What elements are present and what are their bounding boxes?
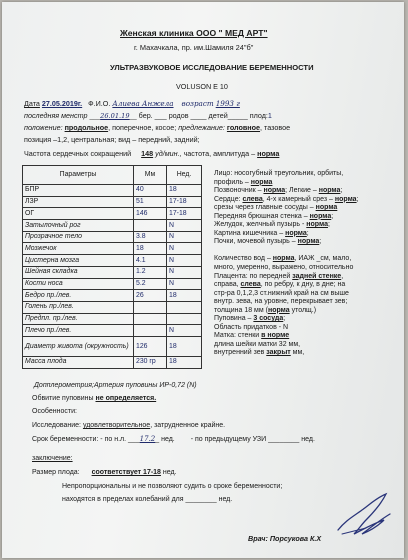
- anatomy-findings: [214, 170, 359, 358]
- param-mm: 146: [134, 208, 167, 220]
- cord-value: не определяется.: [95, 395, 157, 402]
- param-mm: 126: [134, 336, 167, 356]
- study-label: Исследование:: [32, 422, 81, 429]
- features-line: [32, 408, 77, 415]
- study-value: удовлетворительное: [82, 422, 151, 429]
- table-row: [23, 220, 202, 232]
- term-lmp-value: 17.2: [139, 435, 156, 443]
- children-label: детей: [208, 111, 228, 120]
- param-mm: 51: [134, 196, 167, 208]
- finding-line: Лицо: носогубный треугольник, орбиты,: [214, 170, 344, 177]
- param-weeks: N: [167, 255, 202, 267]
- finding-line: профиль – норма: [214, 178, 273, 186]
- finding-line: Матка: стенки в норме: [214, 332, 290, 340]
- doppler-line: Допплерометрия;Артерия пуповины ИР-0,72 (N): [34, 382, 197, 389]
- col-header-weeks: Нед.: [167, 166, 202, 185]
- finding-line: Пуповина – 3 сосуда;: [214, 315, 286, 323]
- position-line: [24, 123, 290, 132]
- table-row: [23, 356, 202, 368]
- position-value: продольное: [64, 123, 109, 132]
- finding-line: Картина кишечника – норма;: [214, 229, 309, 237]
- clinic-name: Женская клиника ООО " МЕД АРТ": [120, 28, 268, 38]
- param-name: ЛЗР: [23, 196, 134, 208]
- finding-line: Сердце: слева, 4-х камерный срез – норма;: [214, 195, 359, 203]
- fetus-size-line: [32, 469, 177, 476]
- presentation-label: предлежание:: [178, 123, 225, 132]
- term-lmp-unit: нед.: [161, 436, 175, 443]
- hr-rest: частота, амплитуда –: [183, 149, 256, 158]
- param-name: БПР: [23, 185, 134, 197]
- finding-line: толщина 18 мм (норма утолщ.): [214, 306, 317, 314]
- col-header-params: Параметры: [23, 166, 134, 185]
- obstetric-line: последняя менстр ___26.01.19__ бер. ___ родов ____ детей_____ плод:1: [24, 111, 272, 120]
- fetus-count: 1: [267, 111, 272, 120]
- param-name: Масса плода: [23, 356, 134, 368]
- param-mm: [134, 301, 167, 313]
- param-name: Мозжечок: [23, 243, 134, 255]
- param-weeks: 17-18: [167, 208, 202, 220]
- table-row: [23, 313, 202, 325]
- disclaimer-2-text: находятся в пределах колебаний для: [62, 496, 184, 503]
- param-name: Шейная складка: [23, 266, 134, 278]
- table-row: [23, 185, 202, 197]
- fetus-size-unit: нед.: [162, 469, 177, 476]
- disclaimer-2-unit: нед.: [218, 496, 233, 503]
- finding-line: Желудок, желчный пузырь - норма;: [214, 221, 330, 229]
- patient-name: Алиева Анжела: [112, 99, 174, 108]
- hr-value: 148: [141, 149, 154, 158]
- param-weeks: 18: [167, 185, 202, 197]
- fetus-size-label: Размер плода:: [32, 469, 80, 476]
- col-header-mm: Мм: [134, 166, 167, 185]
- param-weeks: N: [167, 325, 202, 337]
- biometry-table: [22, 165, 202, 369]
- table-row: [23, 336, 202, 356]
- fio-label: Ф.И.О.: [88, 99, 111, 108]
- handwritten-signature: [332, 490, 394, 538]
- exam-date: 27.05.2019г.: [41, 99, 83, 108]
- param-weeks: 17-18: [167, 196, 202, 208]
- param-name: Голень пр./лев.: [23, 301, 134, 313]
- lmp-label: последняя менстр: [24, 111, 88, 120]
- param-name: Прозрачное тело: [23, 231, 134, 243]
- position-label: положение:: [24, 123, 63, 132]
- clinic-address: г. Махачкала, пр. им.Шамиля 24"б": [134, 43, 254, 52]
- finding-line: срезы через главные сосуды – норма: [214, 204, 338, 212]
- param-mm: 5.2: [134, 278, 167, 290]
- param-mm: [134, 313, 167, 325]
- study-rest: , затрудненное крайне.: [150, 422, 226, 429]
- finding-line: [214, 247, 359, 256]
- param-name: ОГ: [23, 208, 134, 220]
- param-mm: [134, 220, 167, 232]
- param-weeks: 18: [167, 336, 202, 356]
- lmp-date: 26.01.19: [100, 112, 130, 120]
- report-sheet: [2, 2, 404, 558]
- param-weeks: 18: [167, 356, 202, 368]
- term-prev-label: - по предыдущему УЗИ: [190, 436, 267, 443]
- table-row: [23, 243, 202, 255]
- finding-line: Плацента: по передней задней стенке,: [214, 272, 344, 280]
- features-label: Особенности:: [32, 408, 77, 415]
- param-mm: 18: [134, 243, 167, 255]
- finding-line: Область придатков - N: [214, 323, 289, 331]
- param-name: Бедро пр./лев.: [23, 290, 134, 302]
- cord-label: Обвитие пуповины: [32, 395, 94, 402]
- finding-line: Передняя брюшная стенка – норма;: [214, 212, 334, 220]
- patient-line: [24, 99, 240, 108]
- param-name: Плечо пр./лев.: [23, 325, 134, 337]
- position-rest: , поперечное, косое;: [108, 123, 177, 132]
- term-line: Срок беременности: - по н.л. ___17.2_ нед. - по предыдущему УЗИ ________ нед.: [32, 435, 315, 443]
- param-name: Кости носа: [23, 278, 134, 290]
- term-lmp-label: Срок беременности: - по н.л.: [32, 436, 127, 443]
- param-mm: 230 гр: [134, 356, 167, 368]
- param-mm: 4.1: [134, 255, 167, 267]
- table-row: [23, 255, 202, 267]
- finding-line: много, умеренно, выражено, относительно: [214, 264, 354, 272]
- param-name: Предпл. пр./лев.: [23, 313, 134, 325]
- param-mm: 40: [134, 185, 167, 197]
- param-weeks: N: [167, 278, 202, 290]
- position-line-2: позиция –1,2, центральная; вид – передний, задний;: [24, 135, 200, 144]
- fetus-size-value: соответствует 17-18: [91, 469, 161, 476]
- param-weeks: N: [167, 231, 202, 243]
- table-row: [23, 231, 202, 243]
- finding-line: справа, слева, по ребру, к дну, в дне; на: [214, 281, 346, 289]
- term-prev-unit: нед.: [301, 436, 315, 443]
- finding-line: длина шейки матки 32 мм,: [214, 340, 301, 348]
- disclaimer-1: Непропорциональны и не позволяют судить о сроке беременности;: [62, 483, 283, 490]
- finding-line: внутренний зев закрыт мм,: [214, 349, 305, 357]
- param-weeks: [167, 301, 202, 313]
- finding-line: стр-ра 0,1,2,3 ст.нижний край на см выше: [214, 289, 349, 297]
- heart-rate-line: [24, 149, 279, 158]
- age-label: возраст: [181, 99, 214, 108]
- param-weeks: N: [167, 243, 202, 255]
- cord-line: [32, 395, 156, 402]
- report-title: УЛЬТРАЗВУКОВОЕ ИССЛЕДОВАНИЕ БЕРЕМЕННОСТИ: [110, 63, 314, 72]
- param-mm: 1.2: [134, 266, 167, 278]
- param-name: Затылочный рог: [23, 220, 134, 232]
- table-row: [23, 301, 202, 313]
- hr-label: Частота сердечных сокращений: [24, 149, 132, 158]
- finding-line: Количество вод – норма, ИАЖ _см, мало,: [214, 255, 352, 263]
- table-row: [23, 196, 202, 208]
- param-mm: [134, 325, 167, 337]
- table-header-row: [23, 166, 202, 185]
- disclaimer-2: находятся в пределах колебаний для ________ нед.: [62, 496, 233, 503]
- hr-unit: уд/мин.,: [155, 149, 182, 158]
- param-name: Цистерна мозга: [23, 255, 134, 267]
- hr-norm: норма: [257, 149, 280, 158]
- finding-line: Позвоночник – норма; Легкие – норма;: [214, 187, 343, 195]
- param-weeks: [167, 313, 202, 325]
- birth-year: 1993 г: [215, 99, 240, 108]
- table-row: [23, 266, 202, 278]
- table-row: [23, 208, 202, 220]
- device-model: VOLUSON E 10: [176, 82, 228, 91]
- presentation-rest: , тазовое: [260, 123, 291, 132]
- finding-line: внутр. зева, на уровне, перекрывает зев;: [214, 298, 348, 306]
- param-mm: 26: [134, 290, 167, 302]
- doctor-signature-line: Врач: Порсукова К.Х: [248, 534, 322, 543]
- table-row: [23, 290, 202, 302]
- presentation-value: головное: [226, 123, 261, 132]
- births-label: родов: [168, 111, 189, 120]
- fetus-label: плод:: [249, 111, 268, 120]
- date-label: Дата: [24, 99, 40, 108]
- conclusion-label: заключение:: [32, 455, 73, 462]
- param-weeks: 18: [167, 290, 202, 302]
- study-line: [32, 422, 225, 429]
- param-weeks: N: [167, 220, 202, 232]
- table-row: [23, 325, 202, 337]
- param-name: Диаметр живота (окружность): [23, 336, 134, 356]
- bir-label: бер.: [138, 111, 153, 120]
- param-weeks: N: [167, 266, 202, 278]
- param-mm: 3.8: [134, 231, 167, 243]
- finding-line: Почки, мочевой пузырь – норма;: [214, 238, 322, 246]
- table-row: [23, 278, 202, 290]
